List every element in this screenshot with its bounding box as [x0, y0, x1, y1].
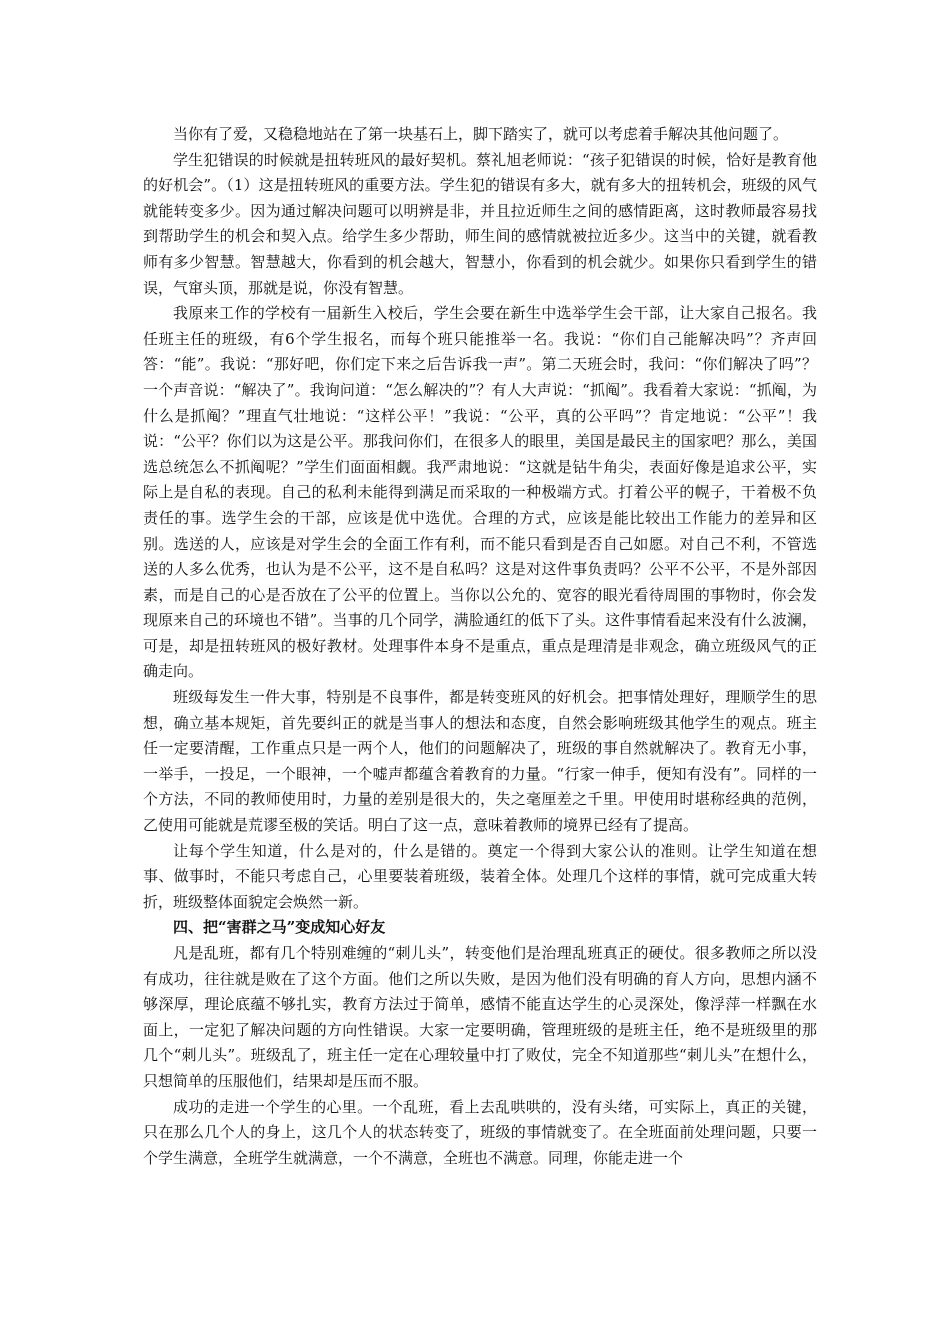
paragraph: 凡是乱班，都有几个特别难缠的“刺儿头”，转变他们是治理乱班真正的硬仗。很多教师之所以没有成功，往往就是败在了这个方面。他们之所以失败，是因为他们没有明确的育人方向，思想内涵不够深厚，理论底蕴不够扎实，教育方法过于简单，感情不能直达学生的心灵深处，像浮萍一样飘在水面上，一定犯了解决问题的方向性错误。大家一定要明确，管理班级的是班主任，绝不是班级里的那几个“刺儿头”。班级乱了，班主任一定在心理较量中打了败仗，完全不知道那些“刺儿头”在想什么，只想简单的压服他们，结果却是压而不服。	[143, 944, 817, 1090]
paragraph: 让每个学生知道，什么是对的，什么是错的。奠定一个得到大家公认的准则。让学生知道在想事、做事时，不能只考虑自己，心里要装着班级，装着全体。处理几个这样的事情，就可完成重大转折，班级整体面貌定会焕然一新。	[143, 841, 817, 911]
paragraph: 当你有了爱，又稳稳地站在了第一块基石上，脚下踏实了，就可以考虑着手解决其他问题了。	[173, 125, 789, 143]
section-heading: 四、把“害群之马”变成知心好友	[173, 918, 386, 937]
document-body	[143, 122, 817, 1171]
paragraph: 我原来工作的学校有一届新生入校后，学生会要在新生中选举学生会干部，让大家自己报名。我任班主任的班级，有6个学生报名，而每个班只能推举一名。我说：“你们自己能解决吗”？齐声回答：“能”。我说：“那好吧，你们定下来之后告诉我一声”。第二天班会时，我问：“你们解决了吗”？一个声音说：“解决了”。我询问道：“怎么解决的”？有人大声说：“抓阄”。我看着大家说：“抓阄，为什么是抓阄？”理直气壮地说：“这样公平！”我说：“公平，真的公平吗”？肯定地说：“公平”！我说：“公平？你们以为这是公平。那我问你们，在很多人的眼里，美国是最民主的国家吧？那么，美国选总统怎么不抓阄呢？”学生们面面相觑。我严肃地说：“这就是钻牛角尖，表面好像是追求公平，实际上是自私的表现。自己的私利未能得到满足而采取的一种极端方式。打着公平的幌子，干着极不负责任的事。选学生会的干部，应该是优中选优。合理的方式，应该是能比较出工作能力的差异和区别。选送的人，应该是对学生会的全面工作有利，而不能只看到是否自己如愿。对自己不利，不管选送的人多么优秀，也认为是不公平，这不是自私吗？这是对这件事负责吗？公平不公平，不是外部因素，而是自己的心是否放在了公平的位置上。当你以公允的、宽容的眼光看待周围的事物时，你会发现原来自己的环境也不错”。当事的几个同学，满脸通红的低下了头。这件事情看起来没有什么波澜，可是，却是扭转班风的极好教材。处理事件本身不是重点，重点是理清是非观念，确立班级风气的正确走向。	[143, 304, 817, 681]
paragraph: 成功的走进一个学生的心里。一个乱班，看上去乱哄哄的，没有头绪，可实际上，真正的关键，只在那么几个人的身上，这几个人的状态转变了，班级的事情就变了。在全班面前处理问题，只要一个学生满意，全班学生就满意，一个不满意，全班也不满意。同理，你能走进一个	[143, 1097, 817, 1167]
paragraph: 学生犯错误的时候就是扭转班风的最好契机。蔡礼旭老师说：“孩子犯错误的时候，恰好是教育他的好机会”。（1）这是扭转班风的重要方法。学生犯的错误有多大，就有多大的扭转机会，班级的风气就能转变多少。因为通过解决问题可以明辨是非，并且拉近师生之间的感情距离，这时教师最容易找到帮助学生的机会和契入点。给学生多少帮助，师生间的感情就被拉近多少。这当中的关键，就看教师有多少智慧。智慧越大，你看到的机会越大，智慧小，你看到的机会就少。如果你只看到学生的错误，气窜头顶，那就是说，你没有智慧。	[143, 150, 817, 297]
paragraph: 班级每发生一件大事，特别是不良事件，都是转变班风的好机会。把事情处理好，理顺学生的思想，确立基本规矩，首先要纠正的就是当事人的想法和态度，自然会影响班级其他学生的观点。班主任一定要清醒，工作重点只是一两个人，他们的问题解决了，班级的事自然就解决了。教育无小事，一举手，一投足，一个眼神，一个嘘声都蕴含着教育的力量。“行家一伸手，便知有没有”。同样的一个方法，不同的教师使用时，力量的差别是很大的，失之毫厘差之千里。甲使用时堪称经典的范例，乙使用可能就是荒谬至极的笑话。明白了这一点，意味着教师的境界已经有了提高。	[143, 688, 817, 835]
